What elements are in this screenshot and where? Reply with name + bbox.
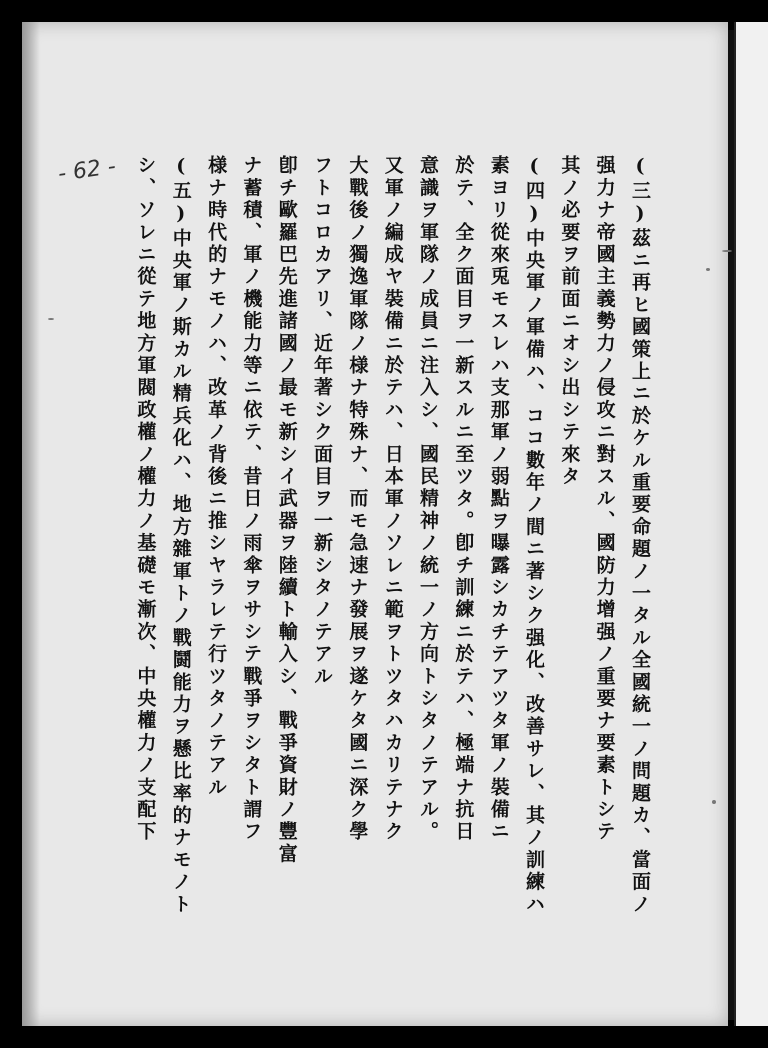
text-column: 意識ヲ軍隊ノ成員ニ注入シ、國民精神ノ統一ノ方向トシタノテアル。 [417,155,440,844]
scan-speck [706,268,710,271]
text-column: (四)中央軍ノ軍備ハ、ココ數年ノ間ニ著シク强化、改善サレ、其ノ訓練ハ [523,155,546,916]
vertical-text-body [130,155,660,1015]
text-column: 又軍ノ編成ヤ裝備ニ於テハ、日本軍ノソレニ範ヲトツタハカリテナク [381,155,404,844]
scan-speck [722,250,732,252]
page-number: - 62 - [56,154,118,187]
text-column: シ、ソレニ從テ地方軍閥政權ノ權力ノ基礎モ漸次、中央權力ノ支配下 [134,155,157,844]
binding-shadow [22,22,40,1026]
text-column: ナ蓄積、軍ノ機能力等ニ依テ、昔日ノ雨傘ヲサシテ戰爭ヲシタト謂フ [240,155,263,844]
text-column: 强力ナ帝國主義勢力ノ侵攻ニ對スル、國防力增强ノ重要ナ要素トシテ [593,155,616,844]
scan-speck [48,318,54,320]
text-column: (三)茲ニ再ヒ國策上ニ於ケル重要命題ノ一タル全國統一ノ問題カ、當面ノ [629,155,651,916]
text-column: (五)中央軍ノ斯カル精兵化ハ、地方雜軍トノ戰鬪能力ヲ懸比率的ナモノト [169,155,192,916]
text-column: 様ナ時代的ナモノハ、改革ノ背後ニ推シヤラレテ行ツタノテアル [205,155,228,799]
text-column: 其ノ必要ヲ前面ニオシ出シテ來タ [558,155,581,488]
text-column: 卽チ歐羅巴先進諸國ノ最モ新シイ武器ヲ陸續ト輸入シ、戰爭資財ノ豐富 [275,155,298,866]
text-column: 於テ、全ク面目ヲ一新スルニ至ツタ。卽チ訓練ニ於テハ、極端ナ抗日 [452,155,475,844]
text-column: 素ヨリ從來兎モスレハ支那軍ノ弱點ヲ曝露シカチテアツタ軍ノ裝備ニ [487,155,510,844]
scan-speck [712,800,716,804]
text-column: 大戰後ノ獨逸軍隊ノ様ナ特殊ナ、而モ急速ナ發展ヲ遂ケタ國ニ深ク學 [346,155,369,844]
next-page-edge [734,22,768,1026]
text-column: フトコロカアリ、近年著シク面目ヲ一新シタノテアル [311,155,334,688]
